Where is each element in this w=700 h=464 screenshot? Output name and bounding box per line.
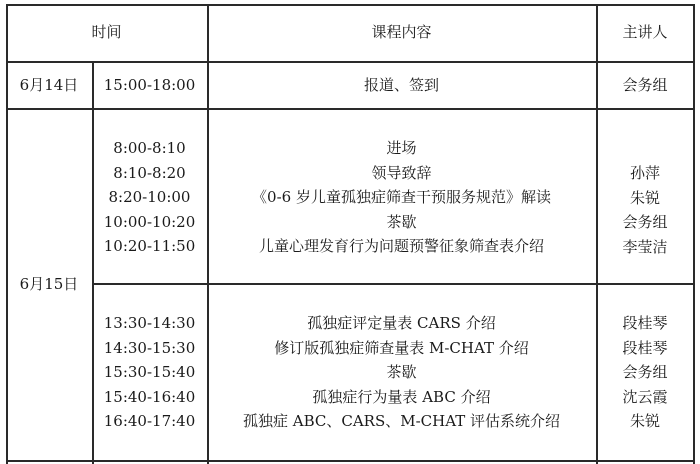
june14-time: 15:00-18:00 <box>103 76 196 94</box>
table-top-border <box>6 4 694 6</box>
morning-time: 8:10-8:20 <box>113 163 186 182</box>
afternoon-time: 15:30-15:40 <box>103 363 196 381</box>
morning-time: 10:00-10:20 <box>103 212 196 231</box>
morning-content: 儿童心理发育行为问题预警征象筛查表介绍 <box>258 237 544 255</box>
morning-speakers <box>596 161 694 259</box>
june15-bottom-rule <box>6 460 694 462</box>
afternoon-speaker: 段桂琴 <box>622 338 668 357</box>
morning-speaker: 李莹洁 <box>622 237 668 256</box>
june14-speaker: 会务组 <box>622 76 668 94</box>
morning-speaker: 朱锐 <box>629 188 660 207</box>
june14-content: 报道、签到 <box>363 76 439 94</box>
afternoon-content: 修订版孤独症筛查量表 M-CHAT 介绍 <box>274 338 529 357</box>
afternoon-content: 孤独症评定量表 CARS 介绍 <box>307 314 496 332</box>
afternoon-time: 16:40-17:40 <box>103 412 196 430</box>
afternoon-content: 茶歇 <box>386 363 417 381</box>
morning-content: 《0-6 岁儿童孤独症筛查干预服务规范》解读 <box>252 188 551 206</box>
header-time: 时间 <box>91 23 122 41</box>
morning-speaker: 会务组 <box>622 213 668 231</box>
morning-content: 进场 <box>386 139 417 157</box>
afternoon-time: 13:30-14:30 <box>103 314 196 332</box>
june14-bottom-rule <box>6 108 694 110</box>
afternoon-contents <box>207 311 596 434</box>
june14-date: 6月14日 <box>19 76 79 94</box>
morning-time: 8:20-10:00 <box>108 188 191 206</box>
afternoon-speakers <box>596 311 694 434</box>
afternoon-times <box>92 311 207 434</box>
morning-contents <box>207 136 596 259</box>
morning-time: 8:00-8:10 <box>113 139 186 157</box>
afternoon-speaker: 会务组 <box>622 363 668 381</box>
morning-speaker: 孙萍 <box>629 164 660 182</box>
afternoon-content: 孤独症 ABC、CARS、M-CHAT 评估系统介绍 <box>242 412 561 430</box>
morning-time: 10:20-11:50 <box>103 237 196 255</box>
afternoon-time: 15:40-16:40 <box>103 387 196 406</box>
morning-times <box>92 136 207 259</box>
header-speaker: 主讲人 <box>622 23 668 41</box>
morning-afternoon-divider <box>92 283 694 285</box>
afternoon-speaker: 沈云霞 <box>622 387 668 406</box>
morning-content: 领导致辞 <box>371 163 432 182</box>
afternoon-time: 14:30-15:30 <box>103 338 196 357</box>
header-bottom-rule <box>6 61 694 63</box>
afternoon-speaker: 朱锐 <box>629 412 660 430</box>
header-content: 课程内容 <box>371 23 432 41</box>
morning-content: 茶歇 <box>386 212 417 231</box>
afternoon-speaker: 段桂琴 <box>622 314 668 332</box>
june15-date: 6月15日 <box>19 275 79 293</box>
afternoon-content: 孤独症行为量表 ABC 介绍 <box>312 387 491 406</box>
